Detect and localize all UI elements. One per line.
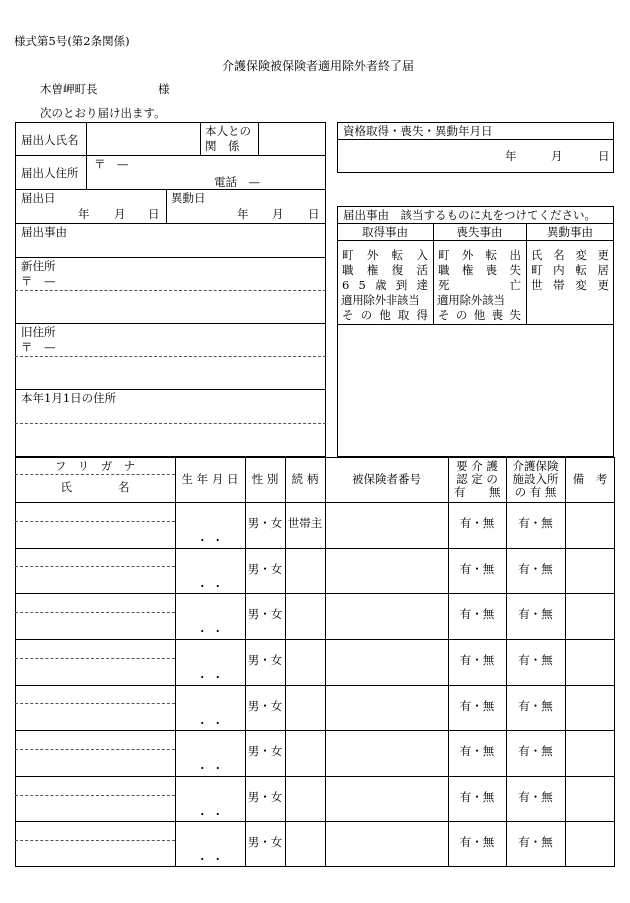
change-date-month: 月 — [272, 207, 284, 221]
furigana-divider — [15, 658, 175, 659]
birthdate-field[interactable]: . . — [200, 530, 220, 544]
applicant-postal: 〒 — — [94, 157, 129, 171]
relation-field[interactable] — [258, 122, 326, 155]
header-facility-2: 施設入所 — [512, 472, 559, 486]
name-field[interactable] — [15, 570, 175, 593]
relation-label-1: 本人との — [205, 124, 251, 138]
remarks-field[interactable] — [565, 776, 615, 822]
form-number: 様式第5号(第2条関係) — [14, 34, 130, 48]
insured-number-field[interactable] — [325, 776, 448, 822]
header-care-2: 認 定 の — [456, 472, 498, 486]
reason-lose-3[interactable]: 適用除外該当 — [437, 293, 505, 307]
applicant-name-field[interactable] — [86, 122, 200, 155]
reasons-header-lose: 喪失事由 — [456, 225, 503, 239]
applicant-phone: 電話 — — [214, 175, 260, 189]
insured-number-field[interactable] — [325, 730, 448, 776]
intro-text: 次のとおり届け出ます。 — [40, 106, 166, 120]
sex-option[interactable]: 男・女 — [247, 561, 283, 576]
furigana-divider — [15, 566, 175, 567]
new-address-field[interactable] — [15, 257, 326, 323]
notify-date-label: 届出日 — [21, 191, 56, 205]
reason-acquire-2[interactable]: 6 5 歳 到 達 — [342, 278, 428, 292]
qualification-month: 月 — [551, 149, 563, 163]
furigana-divider — [15, 840, 175, 841]
facility-admission-option[interactable]: 有・無 — [518, 561, 553, 576]
birthdate-field[interactable]: . . — [200, 803, 220, 818]
honorific: 様 — [158, 82, 170, 96]
care-certification-option[interactable]: 有・無 — [459, 561, 495, 576]
page-title: 介護保険被保険者適用除外者終了届 — [222, 59, 415, 73]
birthdate-field[interactable]: . . — [200, 575, 220, 590]
remarks-field[interactable] — [565, 730, 615, 776]
care-certification-option[interactable]: 有・無 — [459, 516, 495, 530]
insured-number-field[interactable] — [325, 548, 448, 594]
header-insured-number: 被保険者番号 — [352, 472, 421, 486]
reason-lose-4[interactable]: そ の 他 喪 失 — [438, 308, 521, 322]
name-field[interactable] — [15, 753, 175, 776]
remarks-field[interactable] — [565, 639, 615, 685]
notify-date-day: 日 — [148, 207, 160, 221]
reason-field[interactable] — [15, 223, 326, 257]
header-furigana: フ リ ガ ナ — [54, 459, 136, 473]
old-address-label: 旧住所 — [21, 325, 56, 339]
insured-number-field[interactable] — [325, 639, 448, 685]
birthdate-field[interactable]: . . — [200, 758, 220, 773]
new-address-postal: 〒 — — [21, 274, 56, 288]
reasons-instruction: 届出事由 該当するものに丸をつけてください。 — [343, 208, 596, 222]
notify-date-month: 月 — [114, 207, 126, 221]
reason-acquire-1[interactable]: 職 権 復 活 — [342, 263, 428, 277]
furigana-divider — [15, 612, 175, 613]
sex-option[interactable]: 男・女 — [247, 607, 283, 622]
header-remarks: 備 考 — [572, 472, 608, 486]
facility-admission-option[interactable]: 有・無 — [518, 607, 553, 622]
furigana-divider — [15, 521, 175, 522]
reason-lose-1[interactable]: 職 権 喪 失 — [438, 263, 521, 277]
relation-field[interactable]: 世帯主 — [287, 516, 323, 530]
reasons-header-acquire: 取得事由 — [362, 225, 408, 239]
header-facility-1: 介護保険 — [512, 459, 559, 473]
reason-label: 届出事由 — [21, 225, 67, 239]
header-facility-3: の 有 無 — [514, 485, 557, 499]
reasons-header-change: 異動事由 — [547, 225, 593, 239]
insured-number-field[interactable] — [325, 502, 448, 548]
remarks-field[interactable] — [565, 502, 615, 548]
care-certification-option[interactable]: 有・無 — [459, 607, 495, 622]
sex-option[interactable]: 男・女 — [247, 698, 283, 713]
facility-admission-option[interactable]: 有・無 — [518, 835, 553, 850]
header-relation: 続 柄 — [291, 472, 319, 486]
name-field[interactable] — [15, 525, 175, 548]
change-date-year: 年 — [237, 207, 249, 221]
name-field[interactable] — [15, 844, 175, 867]
header-birthdate: 生 年 月 日 — [181, 472, 239, 486]
applicant-address-field[interactable] — [86, 155, 326, 189]
new-address-label: 新住所 — [21, 259, 56, 273]
insured-number-field[interactable] — [325, 821, 448, 867]
name-field[interactable] — [15, 616, 175, 639]
facility-admission-option[interactable]: 有・無 — [518, 516, 553, 530]
insured-number-field[interactable] — [325, 685, 448, 731]
care-certification-option[interactable]: 有・無 — [459, 789, 495, 804]
furigana-divider — [15, 749, 175, 750]
reason-acquire-3[interactable]: 適用除外非該当 — [341, 293, 420, 307]
name-field[interactable] — [15, 799, 175, 822]
reason-acquire-4[interactable]: そ の 他 取 得 — [342, 308, 428, 322]
furigana-divider — [15, 795, 175, 796]
care-certification-option[interactable]: 有・無 — [459, 698, 495, 713]
applicant-name-label: 届出人氏名 — [21, 133, 79, 147]
birthdate-field[interactable]: . . — [200, 621, 220, 636]
insured-number-field[interactable] — [325, 593, 448, 639]
sex-option[interactable]: 男・女 — [247, 789, 283, 804]
name-field[interactable] — [15, 662, 175, 685]
header-care-1: 要 介 護 — [456, 459, 498, 473]
sex-option[interactable]: 男・女 — [247, 835, 283, 850]
reason-acquire-0[interactable]: 町 外 転 入 — [342, 248, 428, 262]
sex-option[interactable]: 男・女 — [247, 744, 283, 759]
birthdate-field[interactable]: . . — [200, 712, 220, 727]
remarks-field[interactable] — [565, 593, 615, 639]
remarks-field[interactable] — [565, 685, 615, 731]
qualification-date-label: 資格取得・喪失・異動年月日 — [343, 124, 493, 138]
addressee: 木曽岬町長 — [40, 82, 98, 96]
reason-change-1[interactable]: 町 内 転 居 — [531, 263, 609, 277]
sex-option[interactable]: 男・女 — [247, 652, 283, 667]
care-certification-option[interactable]: 有・無 — [459, 744, 495, 759]
jan1-address-field[interactable] — [15, 389, 326, 457]
old-address-field[interactable] — [15, 323, 326, 389]
qualification-day: 日 — [598, 149, 610, 163]
facility-admission-option[interactable]: 有・無 — [518, 744, 553, 759]
applicant-address-label: 届出人住所 — [21, 166, 79, 180]
birthdate-field[interactable]: . . — [200, 666, 220, 681]
old-address-postal: 〒 — — [21, 340, 56, 354]
reason-change-2[interactable]: 世 帯 変 更 — [531, 278, 609, 292]
care-certification-option[interactable]: 有・無 — [459, 835, 495, 850]
header-care-3b: 無 — [489, 485, 501, 499]
header-sex: 性 別 — [251, 472, 279, 486]
jan1-address-label: 本年1月1日の住所 — [21, 391, 117, 405]
reasons-box — [337, 206, 614, 457]
sex-option[interactable]: 男・女 — [247, 516, 283, 530]
notify-date-year: 年 — [78, 207, 90, 221]
reason-lose-2[interactable]: 死 亡 — [438, 278, 521, 292]
qualification-year: 年 — [505, 149, 517, 163]
header-name: 氏 名 — [60, 480, 130, 494]
header-care-3a: 有 — [454, 485, 466, 499]
birthdate-field[interactable]: . . — [200, 849, 220, 864]
care-certification-option[interactable]: 有・無 — [459, 652, 495, 667]
reason-lose-0[interactable]: 町 外 転 出 — [438, 248, 521, 262]
remarks-field[interactable] — [565, 821, 615, 867]
change-date-label: 異動日 — [171, 191, 206, 205]
facility-admission-option[interactable]: 有・無 — [518, 652, 553, 667]
name-field[interactable] — [15, 707, 175, 730]
reason-change-0[interactable]: 氏 名 変 更 — [531, 248, 609, 262]
remarks-field[interactable] — [565, 548, 615, 594]
furigana-divider — [15, 703, 175, 704]
relation-label-2: 関 係 — [205, 139, 240, 153]
facility-admission-option[interactable]: 有・無 — [518, 698, 553, 713]
change-date-day: 日 — [308, 207, 320, 221]
facility-admission-option[interactable]: 有・無 — [518, 789, 553, 804]
